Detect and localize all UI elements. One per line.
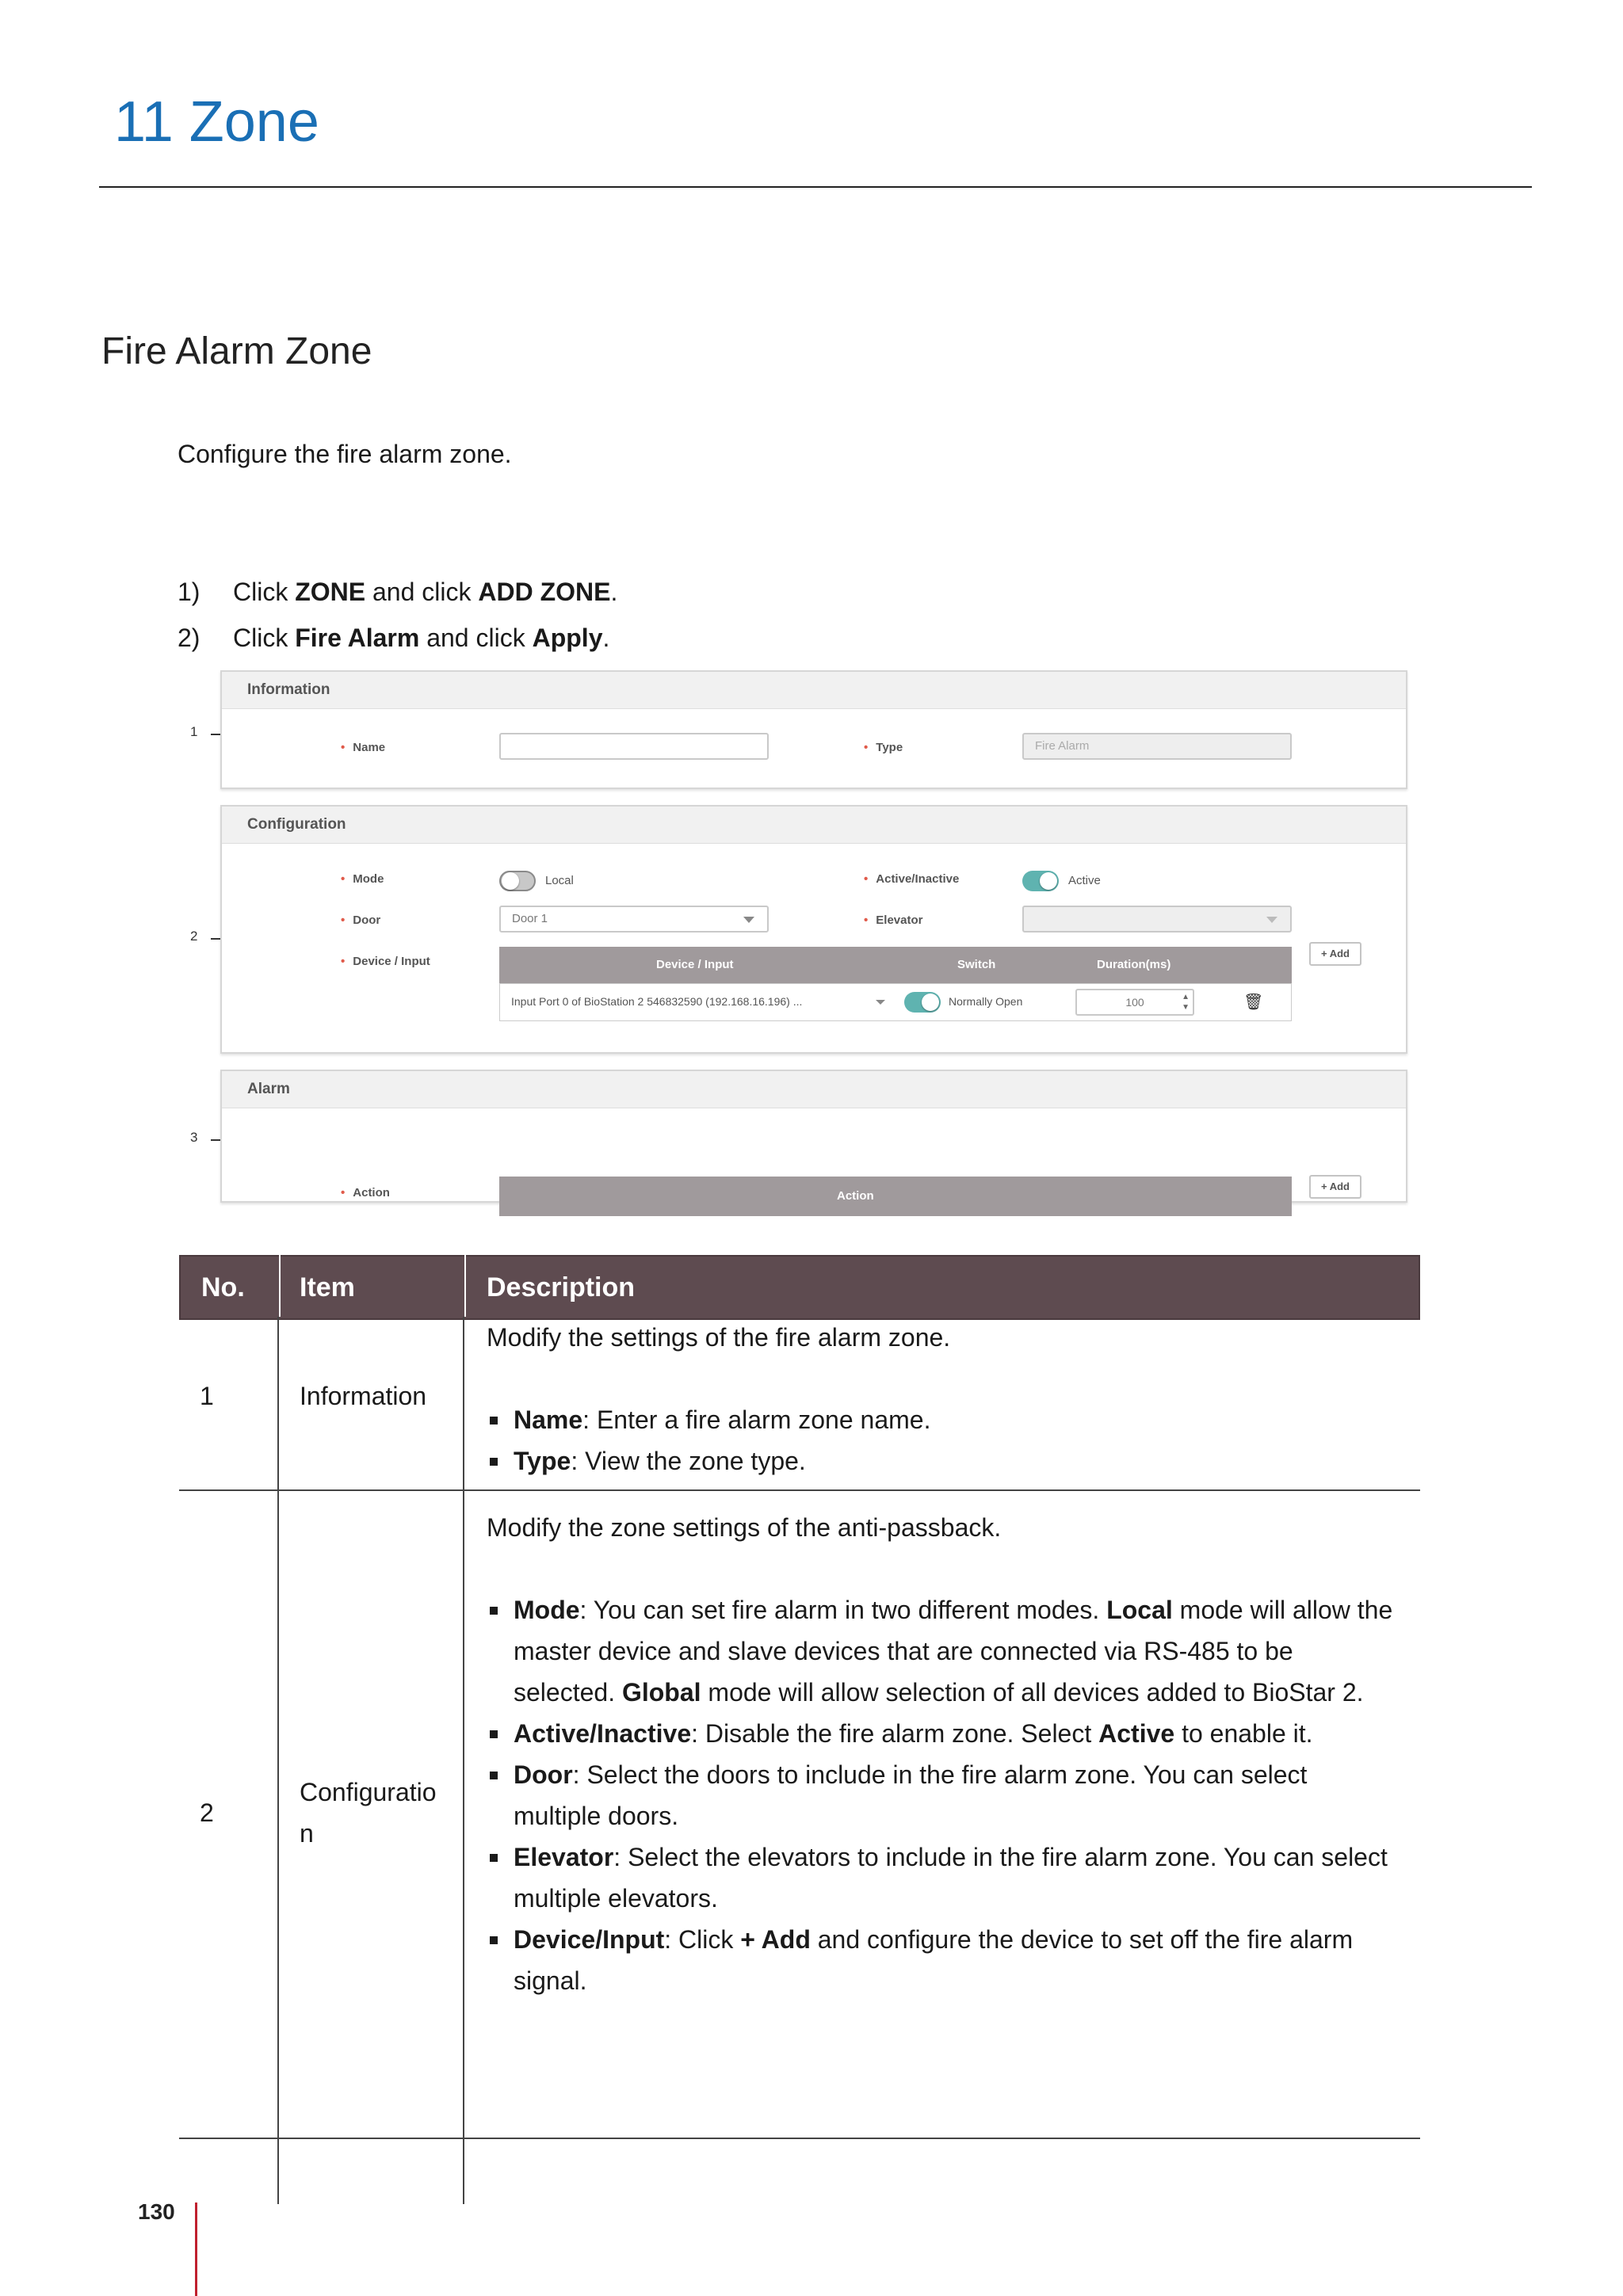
step-number: 2): [178, 624, 200, 652]
grid-header-action: Action: [837, 1189, 874, 1203]
device-grid-header: [499, 947, 1292, 983]
callout-3: 3: [190, 1130, 198, 1145]
configuration-panel: [220, 805, 1407, 1054]
bullet-text: : View the zone type.: [571, 1447, 806, 1475]
header-item: Item: [300, 1272, 355, 1302]
bullet-text: : Click: [664, 1925, 741, 1954]
callout-2: 2: [190, 929, 198, 944]
add-device-button[interactable]: + Add: [1309, 942, 1361, 966]
mode-toggle[interactable]: [499, 871, 536, 891]
action-label: • Action: [341, 1186, 390, 1199]
door-select[interactable]: [499, 906, 769, 933]
trash-icon[interactable]: 🗑: [1243, 994, 1264, 1011]
row-2-description: [487, 1507, 1398, 2001]
door-label-text: Door: [353, 913, 381, 927]
device-input-value: Input Port 0 of BioStation 2 546832590 (192.168.16.196) ...: [511, 995, 803, 1008]
chevron-down-icon: [1266, 917, 1277, 923]
step-text: and click: [419, 624, 533, 652]
duration-value: 100: [1125, 996, 1144, 1009]
step-text: .: [602, 624, 610, 652]
bullet-text: mode will allow the master device and slave devices that are connected via RS-485 to be selected.: [514, 1596, 1393, 1707]
list-item: [487, 1440, 1398, 1482]
step-term: Fire Alarm: [295, 624, 420, 652]
page-number: 130: [138, 2199, 175, 2224]
list-item: [487, 1713, 1398, 1754]
grid-header-device: Device / Input: [656, 958, 734, 971]
name-label: • Name: [341, 741, 386, 754]
list-item: [487, 1919, 1398, 2001]
page-margin-rule: [195, 2203, 197, 2296]
active-toggle[interactable]: [1022, 871, 1059, 891]
row-2-item: [300, 1772, 437, 1854]
chevron-down-icon[interactable]: [876, 1000, 885, 1005]
step-text: and click: [365, 578, 479, 606]
device-input-label: • Device / Input: [341, 955, 430, 968]
list-item: [487, 1399, 1398, 1440]
row-2-item-line: Configuratio: [300, 1778, 437, 1806]
bullet-term: Mode: [514, 1596, 580, 1624]
type-field: Fire Alarm: [1022, 733, 1292, 760]
bullet-term: + Add: [740, 1925, 811, 1954]
bullet-text: : Enter a fire alarm zone name.: [582, 1405, 931, 1434]
bullet-text: : Disable the fire alarm zone. Select: [691, 1719, 1099, 1748]
table-bottom-border: [179, 2138, 1420, 2139]
row-2-no: 2: [200, 1798, 214, 1827]
section-title: Fire Alarm Zone: [101, 330, 372, 372]
mode-label: • Mode: [341, 872, 384, 886]
bullet-text: and configure the device to set off the fire alarm signal.: [514, 1925, 1354, 1995]
elevator-label: • Elevator: [864, 913, 923, 927]
row-2-item-line: n: [300, 1819, 314, 1848]
bullet-text: to enable it.: [1174, 1719, 1313, 1748]
table-header: [179, 1255, 1420, 1320]
step-text: Click: [233, 624, 296, 652]
row-1-description: [487, 1317, 1398, 1482]
type-label: • Type: [864, 741, 903, 754]
bullet-text: : Select the elevators to include in the fire alarm zone. You can select multiple elevators.: [514, 1843, 1388, 1913]
bullet-text: : Select the doors to include in the fire alarm zone. You can select multiple doors.: [514, 1760, 1308, 1830]
device-input-label-text: Device / Input: [353, 955, 430, 968]
grid-header-duration: Duration(ms): [1097, 958, 1171, 971]
door-select-value: Door 1: [512, 912, 548, 925]
step-1: [178, 577, 617, 607]
grid-header-switch: Switch: [957, 958, 996, 971]
list-item: [487, 1836, 1398, 1919]
stepper-arrows-icon[interactable]: ▲ ▼: [1182, 993, 1190, 1012]
active-value: Active: [1068, 874, 1101, 887]
information-header: Information: [222, 672, 1406, 709]
step-term: Apply: [532, 624, 603, 652]
bullet-text: : You can set fire alarm in two different modes.: [579, 1596, 1107, 1624]
configuration-header: Configuration: [222, 807, 1406, 844]
action-label-text: Action: [353, 1186, 390, 1199]
device-grid-row: [499, 983, 1292, 1021]
bullet-term: Device/Input: [514, 1925, 665, 1954]
step-text: Click: [233, 578, 296, 606]
bullet-term: Active: [1098, 1719, 1175, 1748]
row-2-bullets: [487, 1589, 1398, 2001]
switch-value: Normally Open: [949, 995, 1023, 1008]
alarm-header: Alarm: [222, 1071, 1406, 1108]
bullet-term: Elevator: [514, 1843, 614, 1871]
step-term: ZONE: [295, 578, 366, 606]
switch-toggle[interactable]: [904, 992, 941, 1013]
bullet-term: Name: [514, 1405, 583, 1434]
bullet-term: Active/Inactive: [514, 1719, 692, 1748]
bullet-text: mode will allow selection of all devices added to BioStar 2.: [701, 1678, 1364, 1707]
row-1-no: 1: [200, 1382, 214, 1410]
door-label: • Door: [341, 913, 381, 927]
information-panel: [220, 670, 1407, 789]
alarm-panel: [220, 1070, 1407, 1203]
bullet-term: Type: [514, 1447, 571, 1475]
action-grid-header: [499, 1177, 1292, 1216]
callout-1: 1: [190, 724, 198, 739]
elevator-select[interactable]: [1022, 906, 1292, 933]
header-divider: [464, 1255, 466, 1317]
header-description: Description: [487, 1272, 636, 1302]
duration-input[interactable]: [1075, 989, 1194, 1016]
step-term: ADD ZONE: [478, 578, 611, 606]
step-number: 1): [178, 578, 200, 606]
chevron-down-icon: [743, 917, 754, 923]
step-2: [178, 623, 609, 653]
column-divider: [277, 1317, 279, 2204]
chapter-divider: [99, 186, 1532, 188]
step-text: .: [610, 578, 618, 606]
zone-config-screenshot: [182, 661, 1419, 1203]
header-divider: [279, 1255, 281, 1317]
mode-value: Local: [545, 874, 574, 887]
chapter-title: 11 Zone: [114, 90, 319, 154]
type-label-text: Type: [876, 741, 903, 754]
elevator-label-text: Elevator: [876, 913, 923, 927]
bullet-term: Local: [1106, 1596, 1173, 1624]
bullet-term: Global: [621, 1678, 701, 1707]
header-no: No.: [201, 1272, 245, 1302]
mode-label-text: Mode: [353, 872, 384, 886]
list-item: [487, 1754, 1398, 1836]
name-label-text: Name: [353, 741, 386, 754]
list-item: [487, 1589, 1398, 1713]
row-1-bullets: [487, 1399, 1398, 1482]
section-intro: Configure the fire alarm zone.: [178, 440, 512, 468]
row-divider: [179, 1489, 1420, 1491]
active-label-text: Active/Inactive: [876, 872, 960, 886]
name-input[interactable]: [499, 733, 769, 760]
column-divider: [463, 1317, 464, 2204]
active-label: • Active/Inactive: [864, 872, 960, 886]
bullet-term: Door: [514, 1760, 573, 1789]
row-2-intro: Modify the zone settings of the anti-passback.: [487, 1513, 1002, 1542]
add-action-button[interactable]: + Add: [1309, 1175, 1361, 1199]
row-1-item: Information: [300, 1382, 427, 1410]
row-1-intro: Modify the settings of the fire alarm zone.: [487, 1323, 951, 1352]
